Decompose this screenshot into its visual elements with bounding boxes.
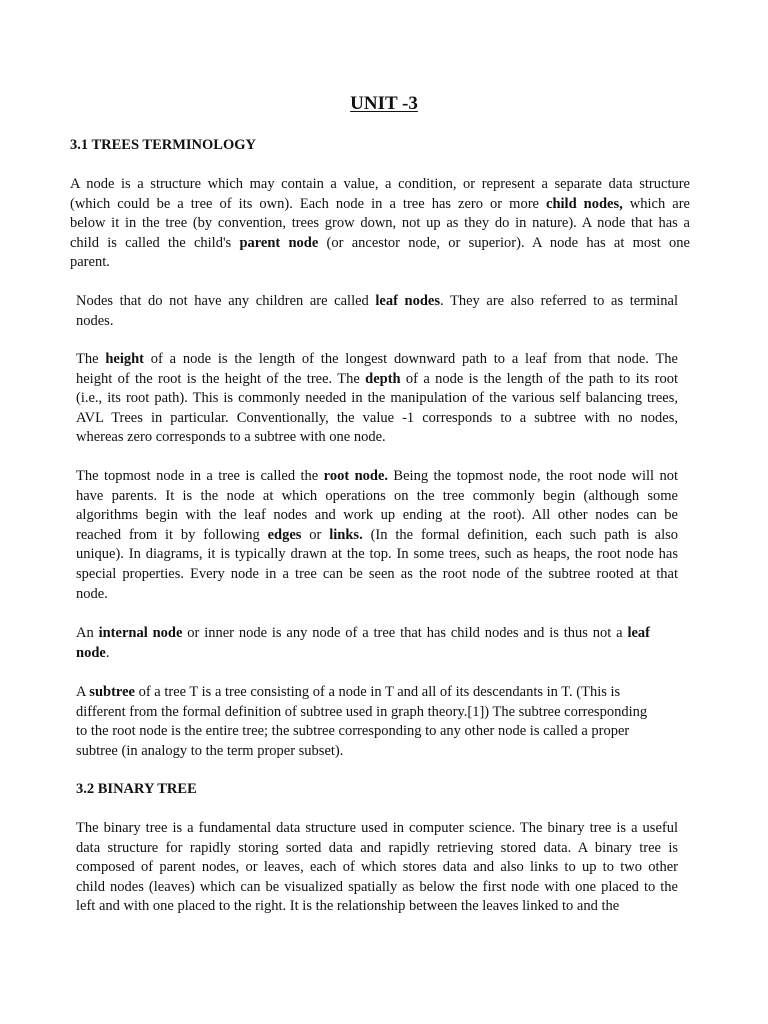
text-run: A — [76, 684, 90, 700]
text-run: A node is a structure which may contain a value, a condition, or represent a separate data structure — [70, 176, 690, 192]
text-run: have parents. It is the node at which operations on the tree commonly begin (although some — [76, 487, 678, 504]
text-line — [76, 683, 678, 703]
text-run: left and with one placed to the right. It is the relationship between the leaves linked to and the — [76, 898, 620, 915]
paragraph-height-depth — [76, 350, 678, 448]
bold-term: leaf — [627, 625, 650, 641]
text-run: to the root node is the entire tree; the subtree corresponding to any other node is called a proper — [76, 723, 630, 740]
text-run: (i.e., its root path). This is commonly needed in the manipulation of the various self balancing trees, — [76, 390, 678, 407]
text-run: or inner node is any node of a tree that has child nodes and is thus not a — [182, 625, 628, 641]
text-line — [76, 389, 678, 409]
text-run: node. — [76, 585, 108, 602]
bold-term: internal node — [98, 625, 183, 641]
text-line — [76, 819, 678, 839]
paragraph-leaf-nodes — [76, 292, 678, 331]
text-line — [76, 312, 678, 332]
bold-term: child nodes, — [546, 195, 623, 212]
text-run: data structure for rapidly storing sorted data and rapidly retrieving stored data. A binary tree is — [76, 839, 678, 856]
text-run: Being the topmost node, the root node will not — [388, 468, 678, 484]
text-line — [76, 467, 678, 487]
text-line — [76, 624, 650, 644]
bold-term: edges — [267, 526, 302, 543]
bold-term: links. — [329, 526, 363, 543]
text-line — [70, 214, 690, 234]
text-run: subtree (in analogy to the term proper subset). — [76, 742, 344, 759]
text-line — [76, 487, 678, 507]
section-heading-trees-terminology: 3.1 TREES TERMINOLOGY — [70, 137, 256, 153]
bold-term: leaf nodes — [375, 293, 441, 309]
bold-term: node — [76, 644, 106, 661]
text-line — [76, 565, 678, 585]
paragraph-subtree — [76, 683, 678, 761]
text-run: (In the formal definition, each such path is also — [362, 526, 678, 543]
text-run: AVL Trees in particular. Conventionally, the value -1 corresponds to a subtree with no nodes, — [76, 409, 678, 426]
paragraph-node-definition — [70, 175, 690, 273]
text-line — [76, 428, 678, 448]
text-line — [76, 350, 678, 370]
text-line — [76, 585, 678, 605]
text-run: unique). In diagrams, it is typically drawn at the top. In some trees, such as heaps, the root node has — [76, 546, 678, 563]
text-run: special properties. Every node in a tree can be seen as the root node of the subtree rooted at that — [76, 565, 678, 582]
text-run: height of the root is the height of the tree. The — [76, 370, 366, 387]
text-run: of a node is the length of the longest downward path to a leaf from that node. The — [144, 351, 678, 367]
text-run: of a node is the length of the path to its root — [400, 370, 679, 387]
document-title: UNIT -3 — [350, 93, 418, 114]
text-run: Nodes that do not have any children are called — [76, 293, 376, 309]
text-line — [76, 545, 678, 565]
text-line — [70, 195, 690, 215]
bold-term: depth — [365, 370, 401, 387]
bold-term: subtree — [89, 684, 135, 700]
text-run: below it in the tree (by convention, trees grow down, not up as they do in nature). A node that has a — [70, 215, 690, 232]
text-run: . — [105, 644, 110, 661]
text-line — [76, 292, 678, 312]
text-run: . They are also referred to as terminal — [440, 293, 679, 309]
text-run: whereas zero corresponds to a subtree with one node. — [76, 429, 386, 446]
text-line — [76, 858, 678, 878]
text-line — [70, 234, 690, 254]
bold-term: parent node — [239, 234, 319, 251]
section-heading-binary-tree: 3.2 BINARY TREE — [76, 781, 197, 797]
paragraph-internal-node — [76, 624, 650, 663]
text-line — [76, 722, 678, 742]
text-run: composed of parent nodes, or leaves, each of which stores data and also links to up to two other — [76, 859, 678, 876]
text-run: of a tree T is a tree consisting of a node in T and all of its descendants in T. (This is — [134, 684, 621, 700]
paragraph-binary-tree — [76, 819, 678, 917]
text-run: different from the formal definition of subtree used in graph theory.[1]) The subtree corresponding — [76, 703, 648, 720]
text-line — [70, 175, 690, 195]
text-line — [76, 370, 678, 390]
text-run: The binary tree is a fundamental data structure used in computer science. The binary tree is a useful — [76, 820, 678, 836]
bold-term: height — [105, 351, 145, 367]
paragraph-root-node — [76, 467, 678, 604]
text-run: parent. — [70, 254, 110, 271]
text-run: The topmost node in a tree is called the — [76, 468, 324, 484]
text-run: (or ancestor node, or superior). A node has at most one — [318, 234, 690, 251]
text-line — [76, 409, 678, 429]
text-run: An — [76, 625, 99, 641]
bold-term: root node. — [323, 468, 389, 484]
text-run: child is called the child's — [70, 234, 240, 251]
text-run: child nodes (leaves) which can be visualized spatially as below the first node with one placed to the — [76, 878, 678, 895]
text-run: algorithms begin with the leaf nodes and work up ending at the root). All other nodes can be — [76, 507, 678, 524]
text-run: reached from it by following — [76, 526, 268, 543]
text-line — [76, 644, 650, 664]
text-line — [76, 506, 678, 526]
text-line — [76, 897, 678, 917]
text-run: nodes. — [76, 312, 114, 329]
text-line — [76, 839, 678, 859]
text-run: or — [301, 526, 330, 543]
text-line — [76, 742, 678, 762]
text-run: (which could be a tree of its own). Each node in a tree has zero or more — [70, 195, 547, 212]
text-line — [76, 878, 678, 898]
text-line — [70, 253, 690, 273]
text-run: which are — [622, 195, 690, 212]
text-run: The — [76, 351, 106, 367]
text-line — [76, 526, 678, 546]
text-line — [76, 703, 678, 723]
